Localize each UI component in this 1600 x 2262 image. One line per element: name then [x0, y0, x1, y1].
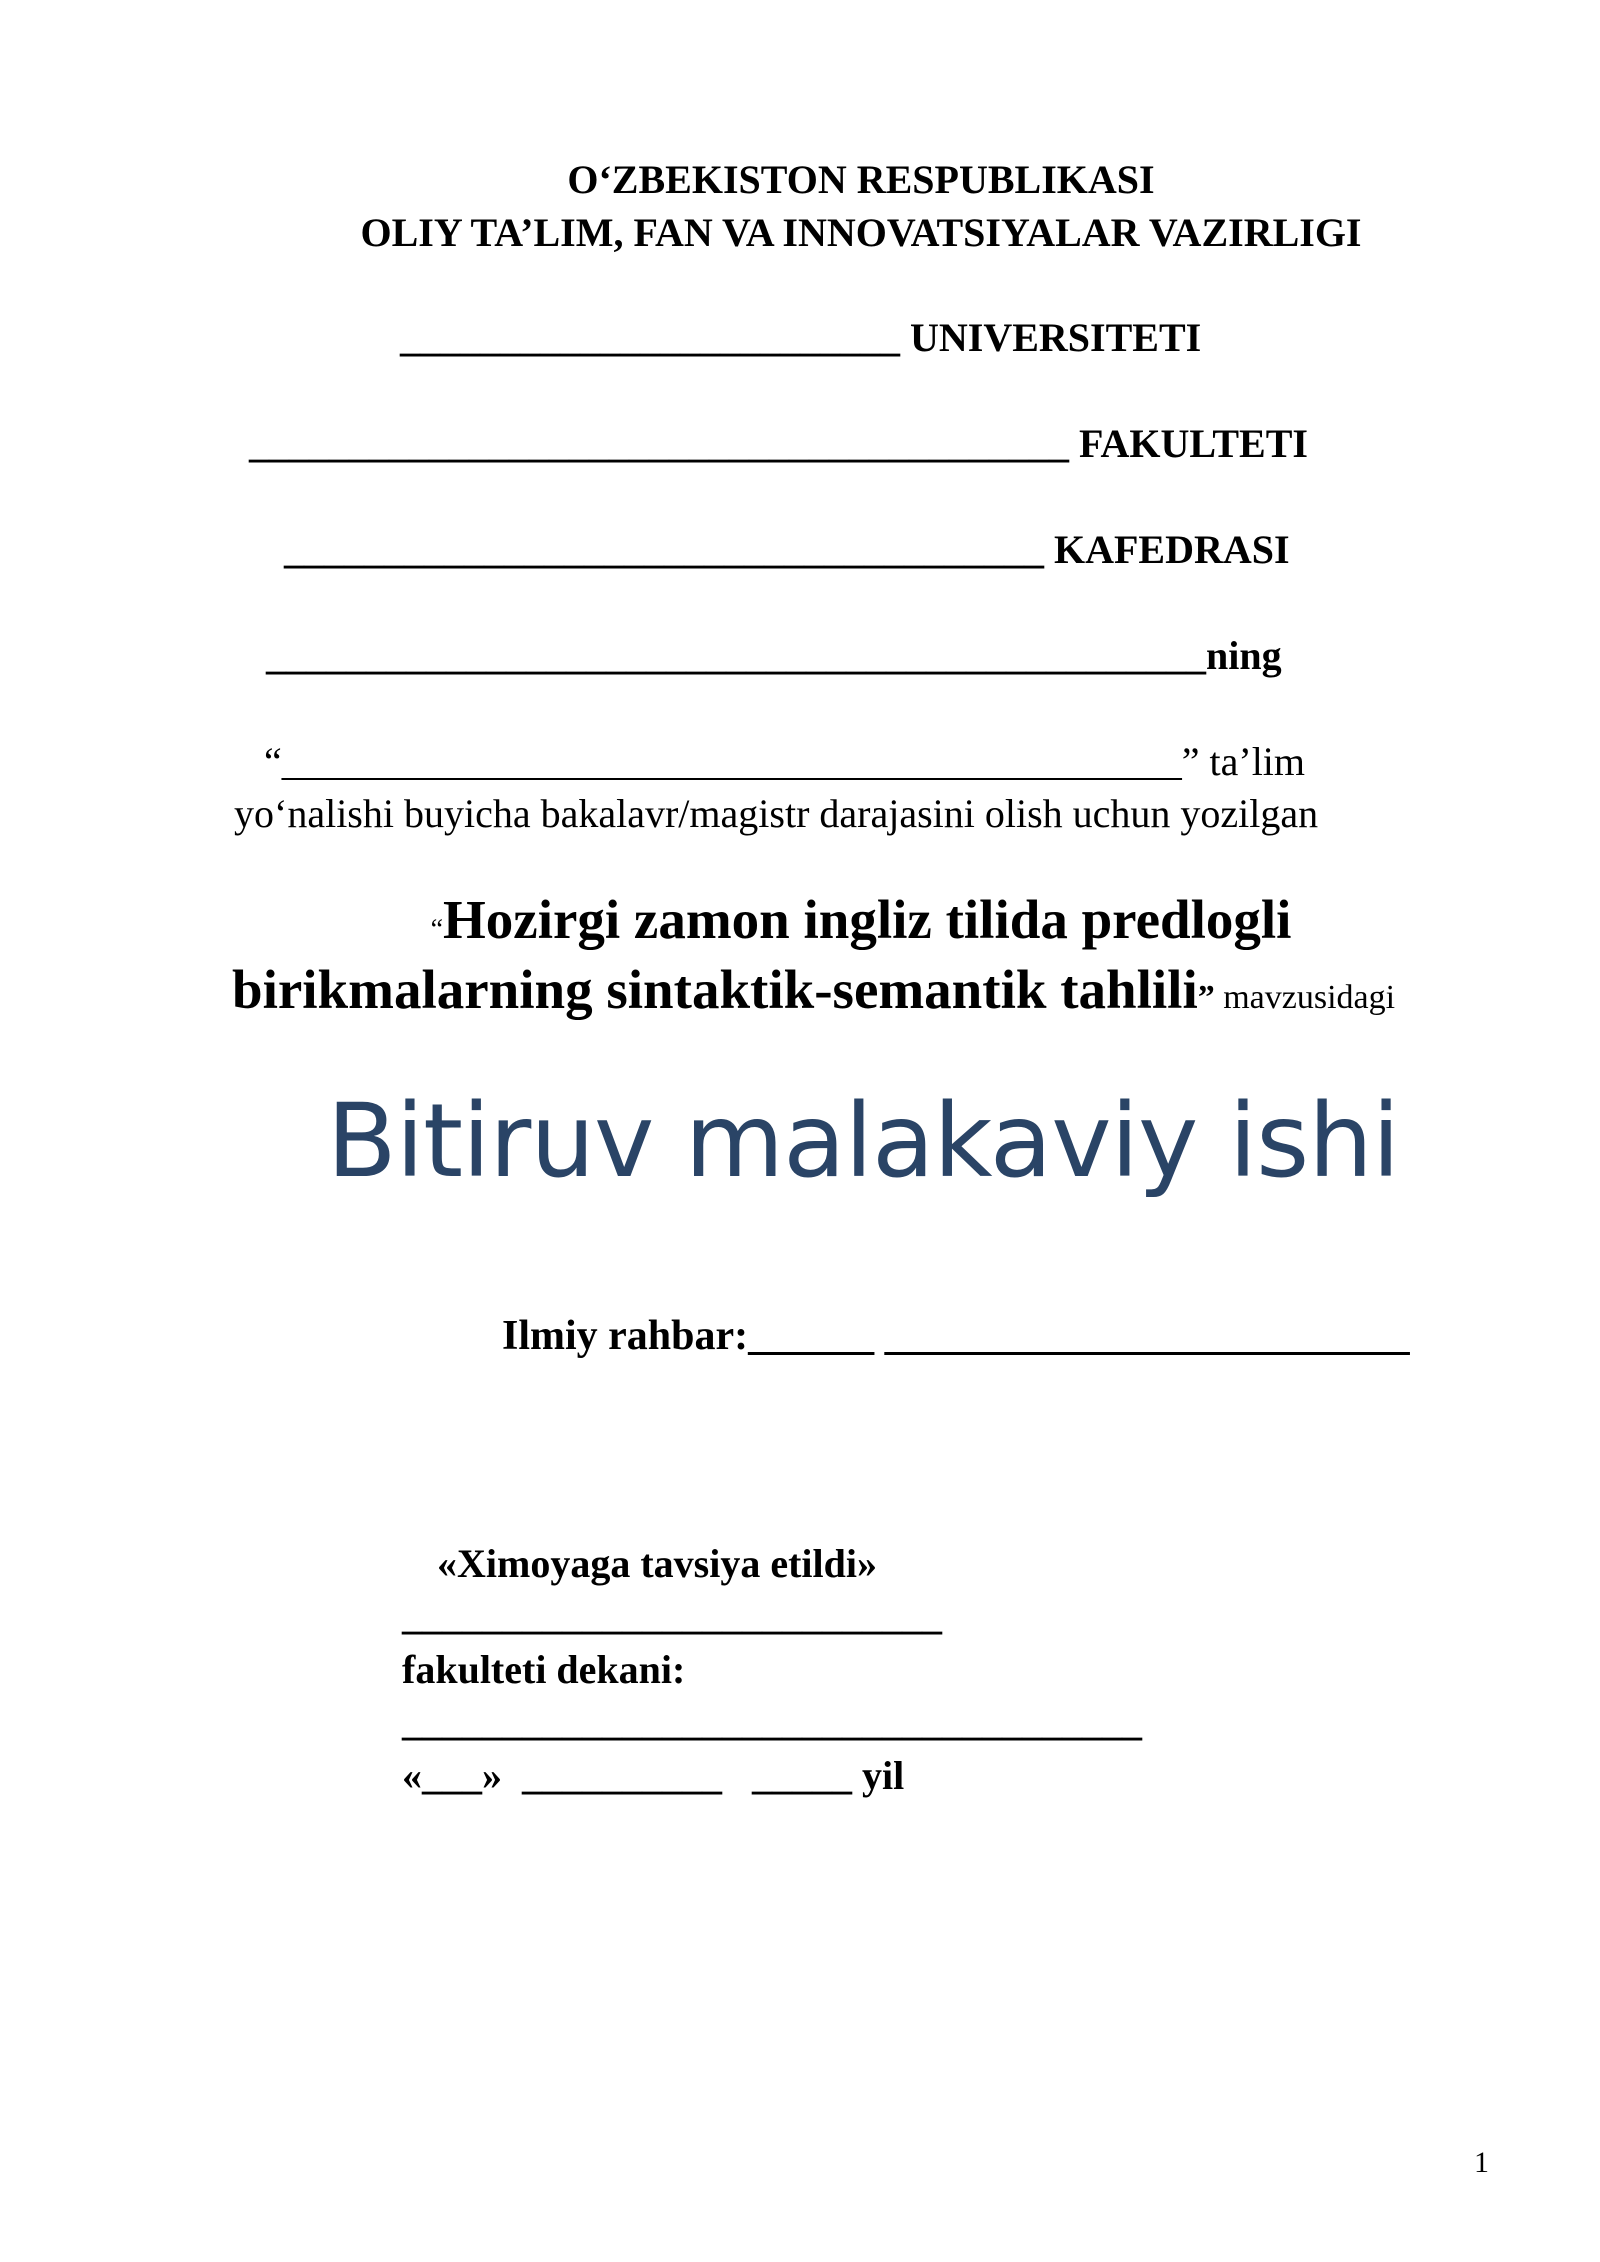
- topic-line-2: [232, 958, 1395, 1021]
- topic-close-quote: ”: [1197, 979, 1215, 1016]
- topic-open-quote: “: [430, 914, 443, 945]
- dean-label: fakulteti dekani:: [402, 1647, 686, 1692]
- topic-suffix: mavzusidagi: [1214, 979, 1396, 1016]
- supervisor-blank-1: ______: [748, 1313, 875, 1359]
- supervisor-line: [502, 1312, 1410, 1360]
- ministry-line-1: O‘ZBEKISTON RESPUBLIKASI: [567, 157, 1155, 202]
- faculty-line: [249, 420, 1308, 467]
- university-blank: _________________________: [400, 315, 900, 360]
- supervisor-label: Ilmiy rahbar:: [502, 1313, 749, 1359]
- faculty-blank: _________________________________________: [249, 421, 1069, 466]
- university-label: UNIVERSITETI: [900, 315, 1202, 360]
- topic-line-1: [0, 888, 1600, 951]
- approval-blank-1: ___________________________: [402, 1593, 942, 1638]
- student-blank: _______________________________________________: [266, 633, 1206, 678]
- student-line: [266, 632, 1282, 679]
- student-label: ning: [1206, 633, 1282, 678]
- page-number: 1: [1474, 2146, 1489, 2179]
- approval-blank-2: _____________________________________: [402, 1699, 1142, 1744]
- direction-line-1: “_____________________________________________” ta’lim: [264, 739, 1306, 784]
- university-line: [400, 314, 1201, 361]
- faculty-label: FAKULTETI: [1069, 421, 1308, 466]
- direction-line-2: yo‘nalishi buyicha bakalavr/magistr darajasini olish uchun yozilgan: [234, 791, 1319, 836]
- work-title: Bitiruv malakaviy ishi: [326, 1082, 1400, 1201]
- supervisor-blank-2: _________________________: [884, 1313, 1410, 1359]
- topic-text-2: birikmalarning sintaktik-semantik tahlili: [232, 959, 1198, 1020]
- date-line: «___» __________ _____ yil: [402, 1753, 905, 1798]
- department-label: KAFEDRASI: [1044, 527, 1290, 572]
- department-line: [284, 526, 1290, 573]
- recommended-label: «Ximoyaga tavsiya etildi»: [437, 1541, 877, 1586]
- ministry-line-2: OLIY TA’LIM, FAN VA INNOVATSIYALAR VAZIRLIGI: [360, 210, 1362, 255]
- department-blank: ______________________________________: [284, 527, 1044, 572]
- topic-text-1: Hozirgi zamon ingliz tilida predlogli: [443, 889, 1292, 950]
